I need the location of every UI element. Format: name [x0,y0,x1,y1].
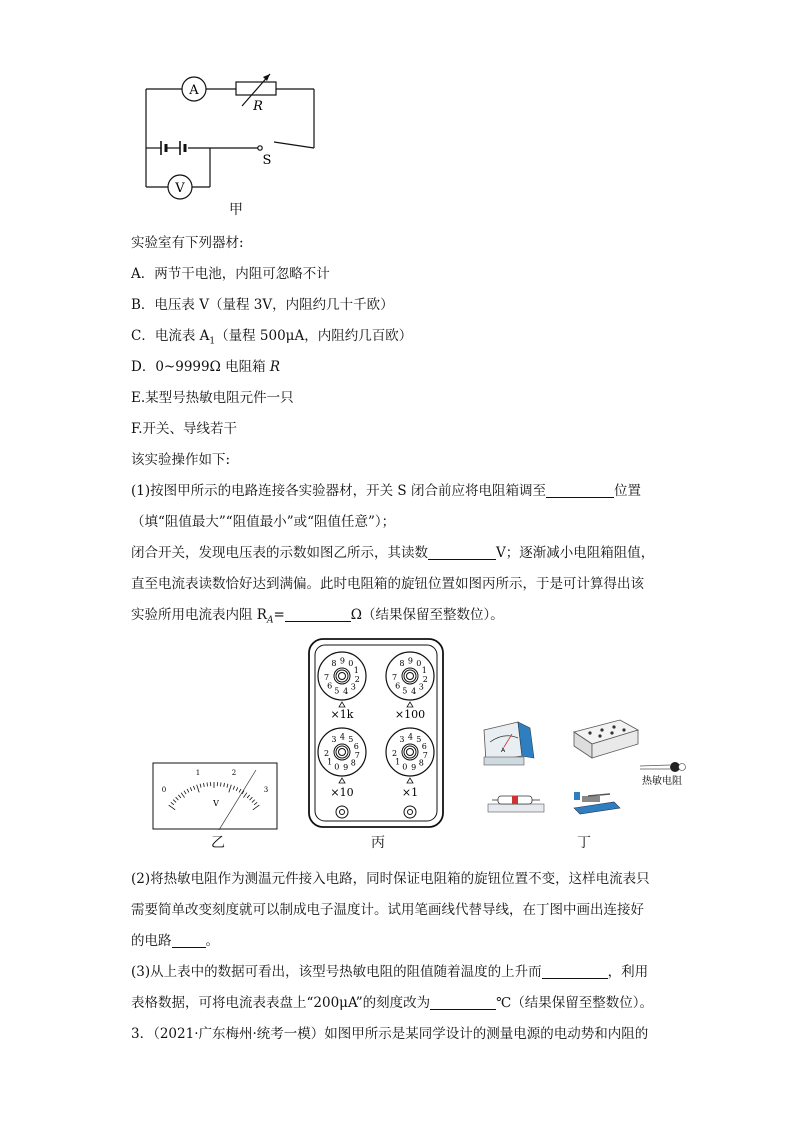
knob-center [407,673,414,680]
knob-center [339,673,346,680]
knob-digit: 5 [334,686,340,696]
knob-digit: 7 [324,673,330,683]
answer-blank-4[interactable] [172,933,206,948]
knob-digit: 2 [354,674,360,684]
q3-line1: (3)从上表中的数据可看出，该型号热敏电阻的阻值随着温度的上升而 ，利用 [131,964,649,980]
figure-label-jia: 甲 [229,202,243,218]
knob-digit: 9 [407,656,413,666]
multiplier-1k: ×1k [330,708,354,721]
q3-line2: 表格数据，可将电流表表盘上“200μA”的刻度改为 ℃（结果保留至整数位）。 [131,995,653,1011]
knob-digit: 6 [395,681,401,691]
knob-digit: 1 [327,757,333,767]
q1-line1: (1)按图甲所示的电路连接各实验器材，开关 S 闭合前应将电阻箱调至 位置 [131,483,641,499]
multiplier-100: ×100 [394,708,426,721]
knob-digit: 8 [418,758,424,768]
knob-digit: 4 [339,732,345,742]
dial-tick [221,782,222,786]
knob-digit: 5 [402,686,408,696]
item-b: B．电压表 V（量程 3V，内阻约几十千欧） [131,297,394,313]
ammeter-device [484,722,534,765]
materials-intro: 实验室有下列器材: [131,235,244,251]
knob-digit: 6 [421,742,427,752]
item-f: F.开关、导线若干 [131,421,238,437]
knob-digit: 0 [348,659,354,669]
answer-blank-6[interactable] [430,995,496,1010]
ammeter-device-label: A [501,747,506,754]
resistance-box-device [574,720,638,758]
q2-line3: 的电路 。 [131,933,219,949]
knob-digit: 4 [407,732,413,742]
q1-line3: 闭合开关，发现电压表的示数如图乙所示，其读数 V；逐渐减小电阻箱阻值， [131,545,655,561]
figure-label-ding: 丁 [577,835,591,851]
knob-digit: 1 [353,666,359,676]
knob-digit: 3 [418,682,424,692]
knob-digit: 9 [339,656,345,666]
answer-blank-3[interactable] [285,607,351,622]
knob-digit: 4 [343,687,349,697]
figure-label-yi: 乙 [211,835,225,851]
apparatus-ding [478,712,698,822]
knob-digit: 7 [392,673,398,683]
answer-blank-2[interactable] [428,545,496,560]
thermistor-label: 热敏电阻 [642,776,682,787]
knob-digit: 9 [411,763,417,773]
knob-digit: 4 [411,687,417,697]
tick-label-1: 1 [195,769,201,777]
knob-digit: 2 [422,674,428,684]
tick-label-0: 0 [161,786,167,794]
knob-digit: 8 [350,758,356,768]
knob-digit: 1 [421,666,427,676]
tick-label-2: 2 [231,769,237,777]
resistor-label: R [253,99,263,114]
dial-tick [207,782,208,786]
voltmeter-unit: V [213,799,219,808]
next-question: 3．（2021·广东梅州·统考一模）如图甲所示是某同学设计的测量电源的电动势和内阻的 [131,1026,649,1042]
item-d: D．0~9999Ω 电阻箱 R [131,359,281,375]
q1-line4: 直至电流表读数恰好达到满偏。此时电阻箱的旋钮位置如图丙所示，于是可计算得出该 [131,576,644,592]
switch-device [574,792,620,814]
multiplier-10: ×10 [330,786,354,799]
knob-center [407,749,414,756]
knob-digit: 5 [416,735,422,745]
answer-blank-1[interactable] [546,483,614,498]
knob-digit: 5 [348,735,354,745]
operations-intro: 该实验操作如下: [131,452,231,468]
tick-label-3: 3 [263,786,269,794]
knob-digit: 7 [422,750,428,760]
knob-digit: 2 [392,749,398,759]
switch-label: S [262,153,272,168]
knob-digit: 0 [402,762,408,772]
ammeter-label: A [189,83,199,98]
answer-blank-5[interactable] [542,964,608,979]
knob-digit: 0 [334,762,340,772]
q1-line5: 实验所用电流表内阻 $R_A= \Omega$（结果保留至整数位）。 [131,607,504,626]
resistance-box-bing [308,638,444,828]
item-e: E.某型号热敏电阻元件一只 [131,390,294,406]
voltmeter-label: V [175,181,185,196]
knob-digit: 6 [327,681,333,691]
knob-digit: 2 [324,749,330,759]
item-c: C．电流表 $A_1$（量程 500μA，内阻约几百欧） [131,328,413,347]
voltmeter-dial-yi [152,762,278,830]
knob-digit: 9 [343,763,349,773]
q2-line2: 需要简单改变刻度就可以制成电子温度计。试用笔画线代替导线，在丁图中画出连接好 [131,902,644,918]
knob-digit: 1 [395,757,401,767]
item-a: A．两节干电池，内阻可忽略不计 [131,266,330,282]
thermistor-device [640,762,686,772]
knob-digit: 8 [331,658,337,668]
q1-line2: （填“阻值最大”“阻值最小”或“阻值任意”）； [131,514,396,530]
battery-device [488,796,544,812]
multiplier-1: ×1 [401,786,419,799]
knob-center [339,749,346,756]
knob-digit: 6 [353,742,359,752]
circuit-diagram-jia [130,72,330,202]
knob-digit: 7 [354,750,360,760]
knob-digit: 3 [399,734,405,744]
knob-digit: 8 [399,658,405,668]
knob-digit: 3 [350,682,356,692]
figure-label-bing: 丙 [371,835,385,851]
q2-line1: (2)将热敏电阻作为测温元件接入电路，同时保证电阻箱的旋钮位置不变，这样电流表只 [131,871,650,887]
knob-digit: 3 [331,734,337,744]
knob-digit: 0 [416,659,422,669]
